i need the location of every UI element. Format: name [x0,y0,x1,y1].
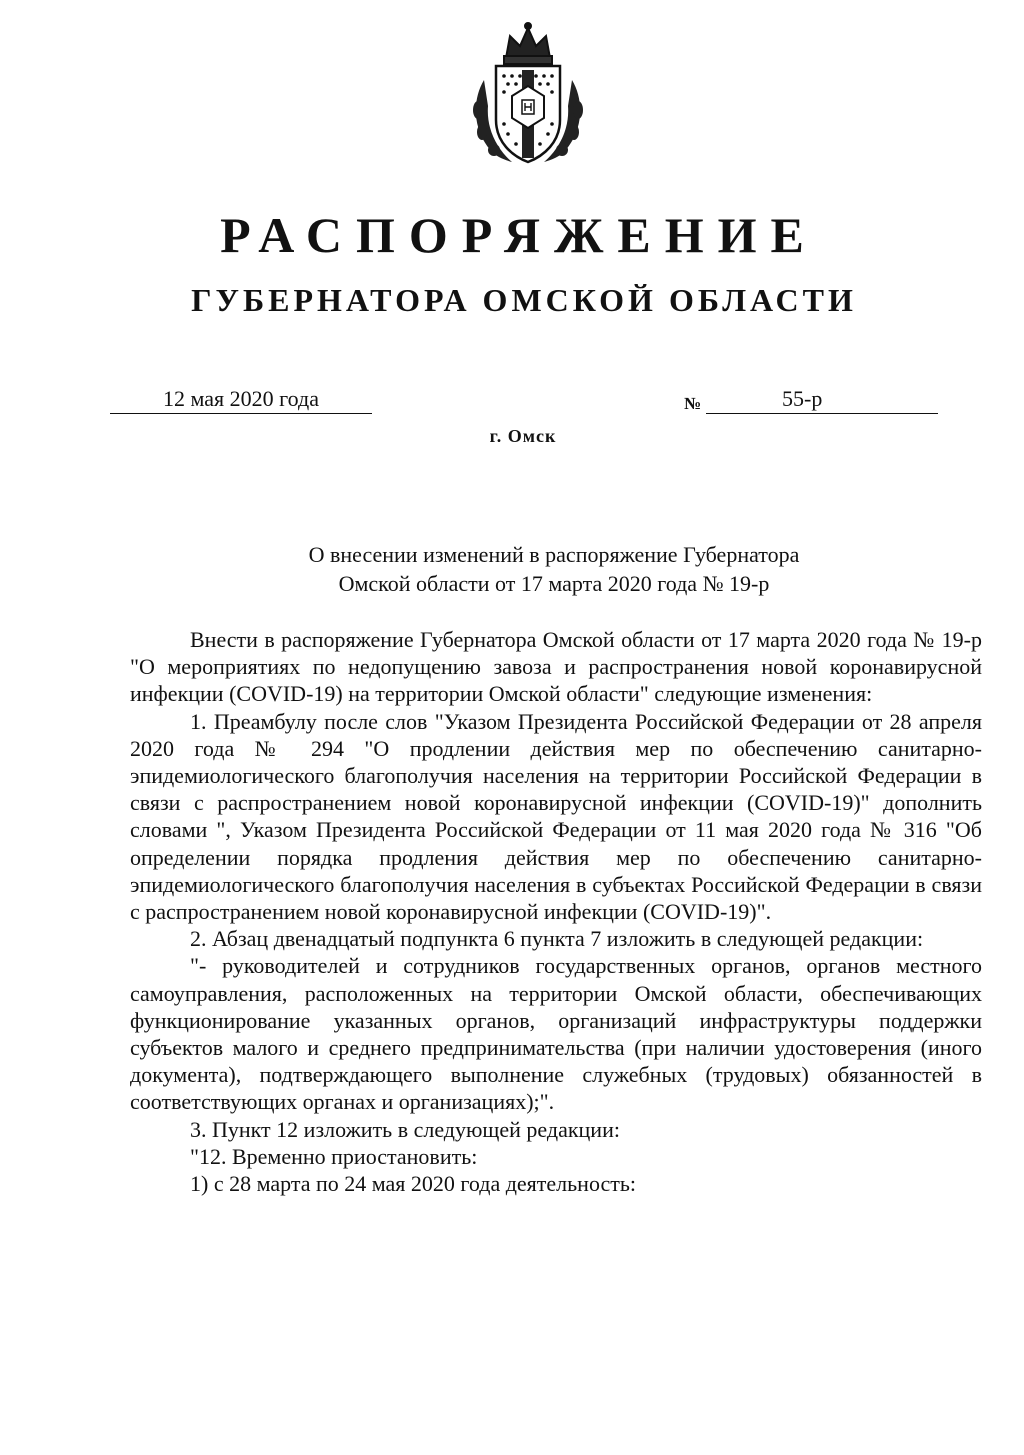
document-subtitle: ГУБЕРНАТОРА ОМСКОЙ ОБЛАСТИ [191,282,857,318]
subject-line: О внесении изменений в распоряжение Губернатора [308,542,800,567]
body-paragraph: 1) с 28 марта по 24 мая 2020 года деятельность: [190,1171,637,1197]
document-number: 55-р [706,384,938,414]
body-paragraph: "12. Временно приостановить: [190,1143,478,1169]
document-subject [0,540,1024,598]
body-paragraph: "- руководителей и сотрудников государственных органов, органов местного самоуправления, расположенных на территории Омской области, обеспечивающих функционирование указанных органов, организаций инфраструктуры поддержки субъектов малого и среднего предпринимательства (при наличии удостоверения (иного документа), подтверждающего выполнение служебных (трудовых) обязанностей в соответствующих органах и организациях);". [130,953,982,1115]
body-paragraph: Внести в распоряжение Губернатора Омской области от 17 марта 2020 года № 19-р "О мероприятиях по недопущению завоза и распространения новой коронавирусной инфекции (COVID-19) на территории Омской области" следующие изменения: [130,627,982,707]
document-body [130,626,982,1197]
subject-line: Омской области от 17 марта 2020 года № 19-р [338,571,770,596]
document-city: г. Омск [489,426,557,446]
body-paragraph: 3. Пункт 12 изложить в следующей редакции: [190,1116,620,1142]
coat-of-arms-icon [466,20,590,170]
document-title: РАСПОРЯЖЕНИЕ [220,207,818,263]
document-date: 12 мая 2020 года [110,384,372,414]
body-paragraph: 2. Абзац двенадцатый подпункта 6 пункта 7 изложить в следующей редакции: [190,926,924,952]
number-label: № [684,394,702,413]
body-paragraph: 1. Преамбулу после слов "Указом Президента Российской Федерации от 28 апреля 2020 года № 294 "О продлении действия мер по обеспечению санитарно-эпидемиологического благополучия населения на территории Российской Федерации в связи с распространением новой коронавирусной инфекции (COVID-19)" дополнить словами ", Указом Президента Российской Федерации от 11 мая 2020 года № 316 "Об определении порядка продления действия мер по обеспечению санитарно-эпидемиологического благополучия населения в субъектах Российской Федерации в связи с распространением новой коронавирусной инфекции (COVID-19)". [130,708,982,925]
